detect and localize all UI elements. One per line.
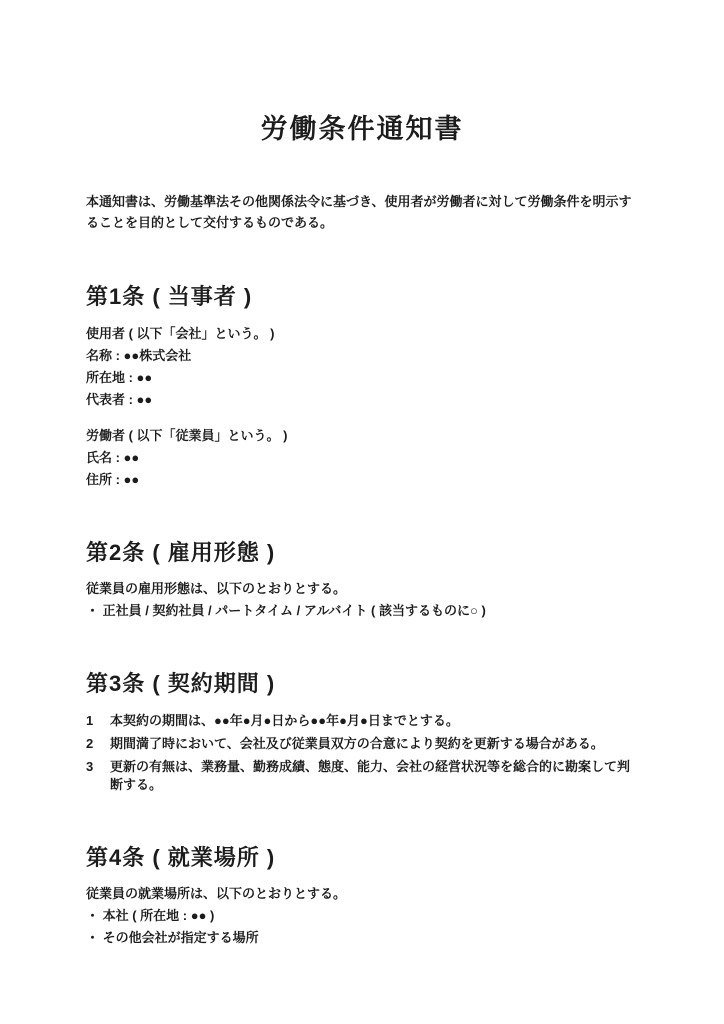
item-number: 3 (86, 758, 94, 774)
article-1-heading: 第1条 ( 当事者 ) (86, 284, 253, 310)
article-3-item-2 (86, 735, 638, 753)
article-3-body (86, 712, 638, 794)
item-text: 更新の有無は、業務量、勤務成績、態度、能力、会社の経営状況等を総合的に勘案して判断する。 (110, 758, 631, 792)
article-4-body (86, 885, 638, 947)
item-text: 期間満了時において、会社及び従業員双方の合意により契約を更新する場合がある。 (110, 735, 604, 751)
employer-block (86, 325, 638, 409)
employee-address-line: 住所 : ●● (86, 471, 140, 487)
employee-name-line: 氏名 : ●● (86, 449, 140, 465)
article-4-bullet-other-location: ・ その他会社が指定する場所 (86, 930, 259, 946)
article-3-contract-period (86, 670, 638, 794)
article-1-parties (86, 283, 638, 489)
article-2-bullet: ・ 正社員 / 契約社員 / パートタイム / アルバイト ( 該当するものに○ ) (86, 603, 486, 619)
document-title: 労働条件通知書 (260, 114, 464, 144)
employee-block (86, 427, 638, 489)
employer-representative-line: 代表者 : ●● (86, 391, 153, 407)
employer-name-line: 名称 : ●●株式会社 (86, 347, 192, 363)
article-2-lead: 従業員の雇用形態は、以下のとおりとする。 (86, 581, 347, 597)
employee-label: 労働者 ( 以下「従業員」という。 ) (86, 427, 288, 443)
article-4-lead: 従業員の就業場所は、以下のとおりとする。 (86, 886, 347, 902)
intro-paragraph: 本通知書は、労働基準法その他関係法令に基づき、使用者が労働者に対して労働条件を明示することを目的として交付するものである。 (86, 194, 632, 231)
article-3-item-1 (86, 712, 638, 730)
article-4-bullet-head-office: ・ 本社 ( 所在地 : ●● ) (86, 908, 215, 924)
item-text: 本契約の期間は、●●年●月●日から●●年●月●日までとする。 (110, 712, 459, 728)
article-4-heading: 第4条 ( 就業場所 ) (86, 844, 276, 870)
article-3-heading: 第3条 ( 契約期間 ) (86, 671, 276, 697)
article-1-body (86, 325, 638, 489)
article-3-item-3 (86, 758, 638, 794)
employer-label: 使用者 ( 以下「会社」という。 ) (86, 325, 275, 341)
item-number: 2 (86, 735, 94, 751)
item-number: 1 (86, 712, 94, 728)
employer-address-line: 所在地 : ●● (86, 369, 153, 385)
article-2-employment-type (86, 539, 638, 621)
article-2-body (86, 580, 638, 620)
article-4-work-location (86, 844, 638, 948)
article-2-heading: 第2条 ( 雇用形態 ) (86, 539, 276, 565)
